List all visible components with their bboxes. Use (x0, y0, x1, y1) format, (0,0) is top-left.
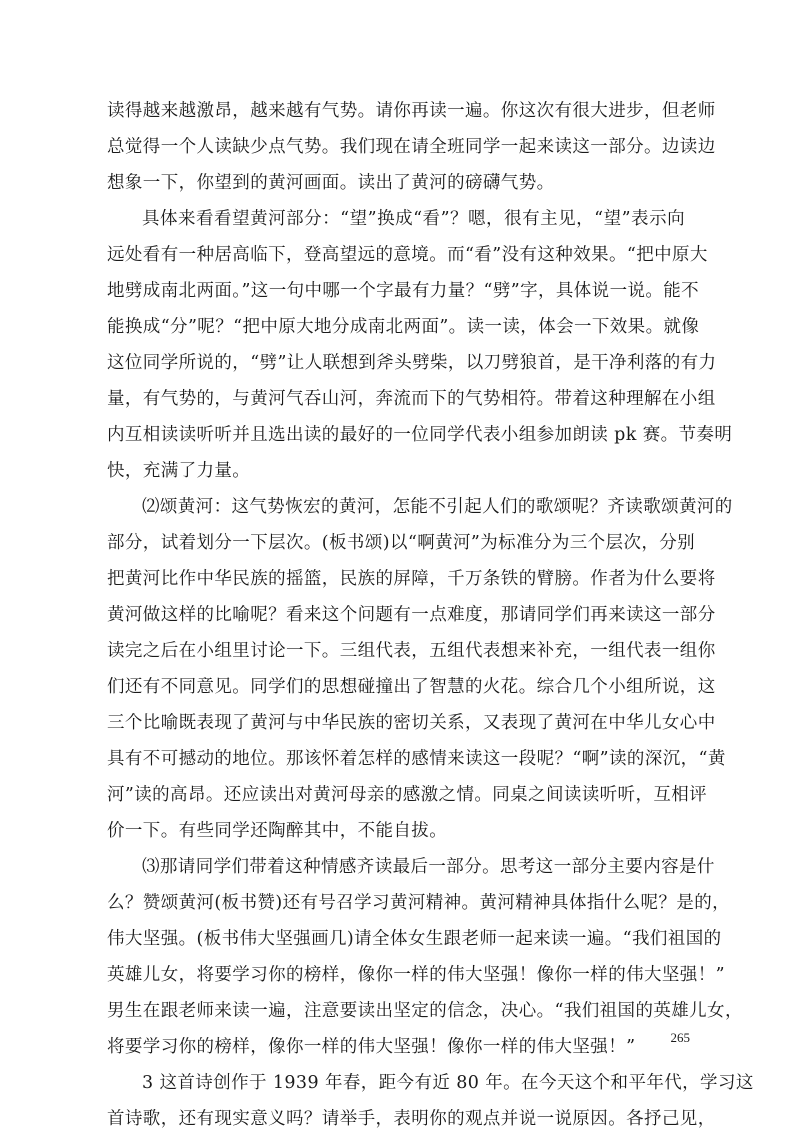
text-line: 将要学习你的榜样，像你一样的伟大坚强！像你一样的伟大坚强！” (107, 1037, 636, 1057)
text-line: 价一下。有些同学还陶醉其中，不能自拔。 (107, 821, 448, 841)
text-line: 河”读的高昂。还应读出对黄河母亲的感激之情。同桌之间读读听听，互相评 (107, 785, 708, 805)
text-line: 3 这首诗创作于 1939 年春，距今有近 80 年。在今天这个和平年代，学习这 (142, 1073, 754, 1093)
text-line: 这位同学所说的，“劈”让人联想到斧头劈柴，以刀劈狼首，是干净利落的有力 (107, 353, 717, 373)
text-line: 具有不可撼动的地位。那该怀着怎样的感情来读这一段呢？“啊”读的深沉，“黄 (107, 749, 726, 769)
text-line: 量，有气势的，与黄河气吞山河，奔流而下的气势相符。带着这种理解在小组 (107, 389, 716, 409)
text-line: 英雄儿女，将要学习你的榜样，像你一样的伟大坚强！像你一样的伟大坚强！” (107, 965, 725, 985)
text-line: 具体来看看望黄河部分：“望”换成“看”？嗯，很有主见，“望”表示向 (142, 209, 685, 229)
text-line: 能换成“分”呢？“把中原大地分成南北两面”。读一读，体会一下效果。就像 (107, 317, 700, 337)
text-line: 内互相读读听听并且选出读的最好的一位同学代表小组参加朗读 pk 赛。节奏明 (107, 425, 733, 445)
text-line: 伟大坚强。(板书伟大坚强画几)请全体女生跟老师一起来读一遍。“我们祖国的 (107, 929, 722, 949)
text-line: 黄河做这样的比喻呢？看来这个问题有一点难度，那请同学们再来读这一部分 (107, 605, 716, 625)
text-line: 快，充满了力量。 (107, 461, 251, 481)
text-line: 想象一下，你望到的黄河画面。读出了黄河的磅礴气势。 (107, 173, 555, 193)
text-line: ⑵颂黄河：这气势恢宏的黄河，怎能不引起人们的歌颂呢？齐读歌颂黄河的 (142, 497, 733, 517)
text-line: 三个比喻既表现了黄河与中华民族的密切关系，又表现了黄河在中华儿女心中 (107, 713, 716, 733)
text-line: 首诗歌，还有现实意义吗？请举手，表明你的观点并说一说原因。各抒己见， (107, 1109, 716, 1129)
text-line: 总觉得一个人读缺少点气势。我们现在请全班同学一起来读这一部分。边读边 (107, 137, 716, 157)
text-line: 部分，试着划分一下层次。(板书颂)以“啊黄河”为标准分为三个层次，分别 (107, 533, 696, 553)
text-line: 地劈成南北两面。”这一句中哪一个字最有力量？“劈”字，具体说一说。能不 (107, 281, 700, 301)
text-line: 读得越来越激昂，越来越有气势。请你再读一遍。你这次有很大进步，但老师 (107, 101, 716, 121)
text-line: ⑶那请同学们带着这种情感齐读最后一部分。思考这一部分主要内容是什 (142, 857, 715, 877)
text-line: 么？赞颂黄河(板书赞)还有号召学习黄河精神。黄河精神具体指什么呢？是的， (107, 893, 731, 913)
text-line: 远处看有一种居高临下，登高望远的意境。而“看”没有这种效果。“把中原大 (107, 245, 708, 265)
text-line: 们还有不同意见。同学们的思想碰撞出了智慧的火花。综合几个小组所说，这 (107, 677, 716, 697)
body-text (107, 93, 754, 1137)
text-line: 读完之后在小组里讨论一下。三组代表，五组代表想来补充，一组代表一组你 (107, 641, 716, 661)
page-number: 265 (670, 1030, 690, 1045)
text-line: 男生在跟老师来读一遍，注意要读出坚定的信念，决心。“我们祖国的英雄儿女， (107, 1001, 743, 1021)
text-line: 把黄河比作中华民族的摇篮，民族的屏障，千万条铁的臂膀。作者为什么要将 (107, 569, 716, 589)
